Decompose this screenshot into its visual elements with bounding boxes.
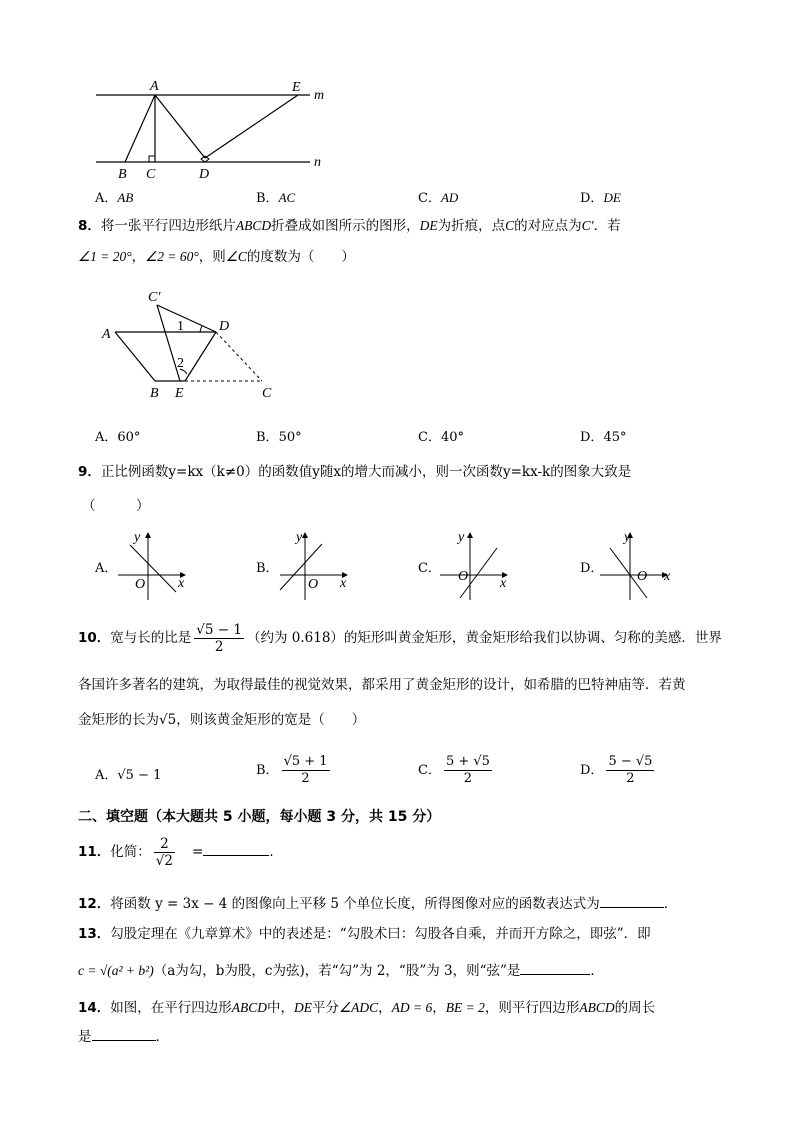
q10-stem-line1: 10．宽与长的比是 $\frac{√5 - 1}{2}$ （约为 0.618）的矩形叫黄金矩形，黄金矩形给我们以协调、匀称的美感．世界 <box>78 622 722 655</box>
q8-stem-line2: ∠1 = 20°，∠2 = 60°，则∠C的度数为（ ） <box>78 249 355 265</box>
option-value: 45° <box>603 430 627 445</box>
option-value: AD <box>440 190 459 205</box>
q10-option-b[interactable] <box>256 754 333 787</box>
q9-graph-c[interactable] <box>440 530 520 602</box>
origin-label: O <box>637 569 648 584</box>
q10-option-c[interactable] <box>418 754 495 787</box>
x-axis-label: x <box>340 576 347 591</box>
x-axis-label: x <box>178 576 185 591</box>
option-letter: B． <box>256 191 279 206</box>
q7-label-m: m <box>314 88 325 103</box>
q9-graph-d[interactable] <box>600 530 680 602</box>
q9-option-a[interactable]: A． <box>95 561 118 576</box>
q11-stem: 11．化简： $\frac{2}{√2}$ = ． <box>78 836 283 869</box>
option-value: 40° <box>440 430 464 445</box>
q10-ratio-fraction: $\frac{√5 - 1}{2}$ <box>196 622 242 655</box>
q13-answer-blank[interactable] <box>520 960 590 975</box>
origin-label: O <box>135 577 146 592</box>
q7-label-d: D <box>199 167 210 182</box>
y-axis-label: y <box>624 530 631 545</box>
q9-graph-b[interactable] <box>280 530 360 602</box>
q8-label-b: B <box>150 386 159 401</box>
option-letter: C． <box>418 191 441 206</box>
q14-answer-blank[interactable] <box>92 1026 156 1041</box>
origin-label: O <box>308 577 319 592</box>
q9-answer-paren: （ ） <box>82 498 150 514</box>
option-denominator: 2 <box>301 771 310 786</box>
q8-option-b[interactable] <box>256 426 302 445</box>
option-letter: A． <box>95 191 118 206</box>
option-letter: D． <box>580 430 604 445</box>
q8-stem-line1: 8．将一张平行四边形纸片ABCD折叠成如图所示的图形，DE为折痕，点C的对应点为C′．若 <box>78 218 621 234</box>
y-axis-label: y <box>458 530 465 545</box>
x-axis-label: x <box>500 576 507 591</box>
option-letter: D． <box>580 191 604 206</box>
q11-answer-blank[interactable] <box>203 841 269 856</box>
q8-option-c[interactable] <box>418 426 464 445</box>
q12-answer-blank[interactable] <box>600 893 664 908</box>
q11-fraction: $\frac{2}{√2}$ <box>155 836 173 869</box>
q10-option-a[interactable] <box>95 764 161 783</box>
q10-option-d[interactable] <box>580 754 657 787</box>
q8-label-a: A <box>102 327 111 342</box>
q7-label-c: C <box>146 167 156 182</box>
origin-label: O <box>458 569 469 584</box>
option-value: DE <box>603 190 621 205</box>
option-numerator: 5 − √5 <box>608 754 653 769</box>
q14-stem-line2: 是 ． <box>78 1026 169 1047</box>
option-numerator: √5 + 1 <box>283 754 328 769</box>
option-denominator: 2 <box>626 771 635 786</box>
option-letter: A． <box>95 768 118 783</box>
q7-label-n: n <box>314 155 321 170</box>
section-heading-fill-in: 二、填空题（本大题共 5 小题，每小题 3 分，共 15 分） <box>78 809 441 825</box>
q7-label-b: B <box>118 167 127 182</box>
q14-stem-line1: 14．如图，在平行四边形ABCD中，DE平分∠ADC，AD = 6，BE = 2，则平行四边形ABCD的周长 <box>78 1000 656 1016</box>
q7-label-e: E <box>292 80 301 95</box>
option-letter: A． <box>95 430 118 445</box>
option-letter: C． <box>418 430 441 445</box>
option-letter: D． <box>580 763 604 778</box>
option-denominator: 2 <box>463 771 473 786</box>
option-value: AC <box>278 190 296 205</box>
option-value: 60° <box>117 430 141 445</box>
q12-stem: 12．将函数 y = 3x − 4 的图像向上平移 5 个单位长度，所得图像对应的函数表达式为 ． <box>78 893 677 914</box>
option-letter: B． <box>256 430 279 445</box>
q8-angle-1: 1 <box>177 319 184 334</box>
q8-option-a[interactable] <box>95 426 140 445</box>
q8-label-d: D <box>219 319 230 334</box>
y-axis-label: y <box>296 530 303 545</box>
q8-label-cprime: C′ <box>148 290 161 305</box>
q7-label-a: A <box>150 79 159 94</box>
q9-stem: 9．正比例函数y=kx（k≠0）的函数值y随x的增大而减小，则一次函数y=kx-k的图象大致是 <box>78 464 632 480</box>
q9-option-d[interactable]: D． <box>580 561 604 576</box>
q8-figure <box>0 0 794 420</box>
q8-angle-2: 2 <box>177 356 184 371</box>
q13-stem-line2: c = √(a² + b²)（a为勾，b为股，c为弦)，若“勾”为 2，“股”为 3，则“弦”是 ． <box>78 960 604 981</box>
option-letter: B． <box>256 763 279 778</box>
option-value: √5 − 1 <box>117 768 162 783</box>
y-axis-label: y <box>134 530 141 545</box>
q8-label-c: C <box>262 386 272 401</box>
q10-stem-line3: 金矩形的长为√5，则该黄金矩形的宽是（ ） <box>78 712 366 728</box>
q9-option-c[interactable]: C． <box>418 561 441 576</box>
q9-option-b[interactable]: B． <box>256 561 279 576</box>
x-axis-label: x <box>664 569 671 584</box>
option-numerator: 5 + √5 <box>445 754 490 769</box>
q9-graph-a[interactable] <box>118 530 198 602</box>
q10-stem-line2: 各国许多著名的建筑，为取得最佳的视觉效果，都采用了黄金矩形的设计，如希腊的巴特神庙等．若黄 <box>78 677 686 693</box>
q8-option-d[interactable] <box>580 426 626 445</box>
q13-stem-line1: 13．勾股定理在《九章算术》中的表述是：“勾股术曰：勾股各自乘，并而开方除之，即弦”．即 <box>78 926 651 942</box>
option-value: 50° <box>278 430 302 445</box>
option-letter: C． <box>418 763 441 778</box>
option-value: AB <box>117 190 134 205</box>
q8-label-e: E <box>175 386 184 401</box>
